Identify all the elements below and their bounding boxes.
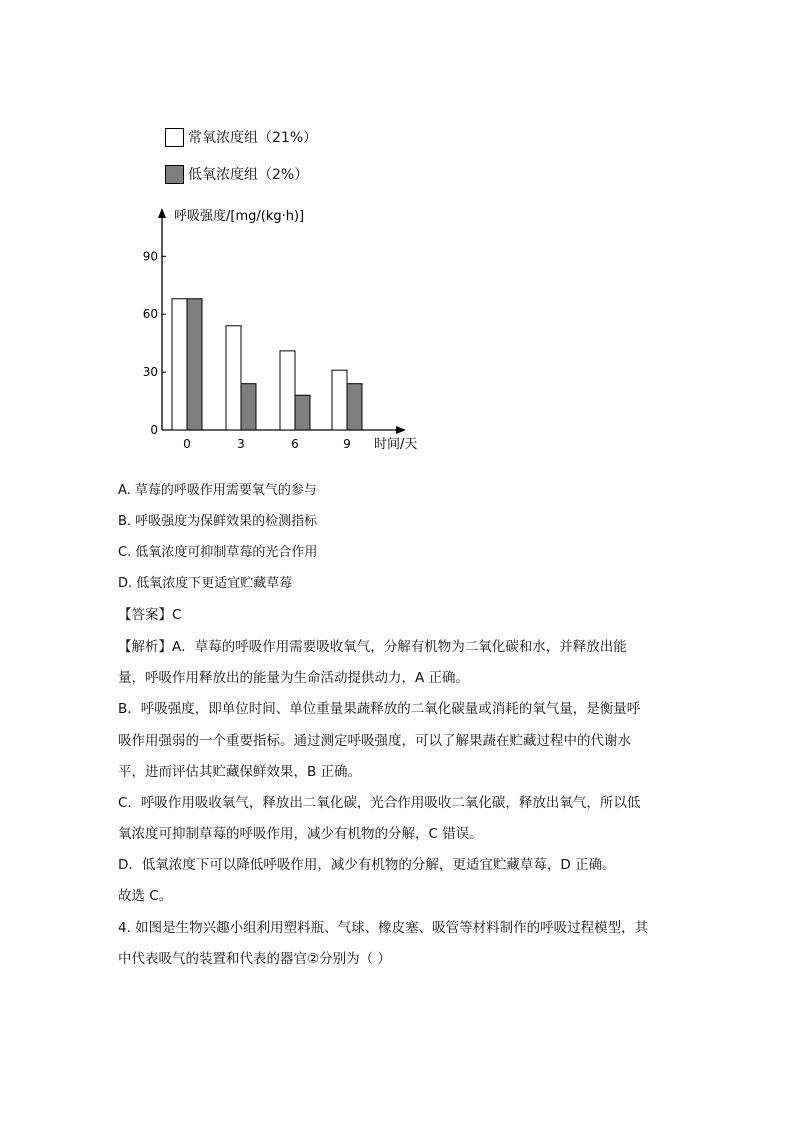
y-tick-label: 60 bbox=[142, 307, 158, 322]
analysis-line: C．呼吸作用吸收氧气，释放出二氧化碳，光合作用吸收二氧化碳，释放出氧气，所以低 bbox=[118, 795, 641, 811]
y-tick-label: 90 bbox=[142, 249, 158, 264]
analysis-line: D．低氧浓度下可以降低呼吸作用，减少有机物的分解，更适宜贮藏草莓，D 正确。 bbox=[118, 857, 616, 873]
question-4-line: 4. 如图是生物兴趣小组利用塑料瓶、气球、橡皮塞、吸管等材料制作的呼吸过程模型，其 bbox=[118, 920, 649, 936]
bar bbox=[187, 299, 202, 430]
y-tick-label: 30 bbox=[142, 365, 158, 380]
bar bbox=[332, 370, 347, 430]
analysis-line: B．呼吸强度，即单位时间、单位重量果蔬释放的二氧化碳量或消耗的氧气量，是衡量呼 bbox=[118, 701, 641, 717]
bar bbox=[241, 384, 256, 430]
x-tick-label: 3 bbox=[237, 437, 245, 451]
analysis-line: 吸作用强弱的一个重要指标。通过测定呼吸强度，可以了解果蔬在贮藏过程中的代谢水 bbox=[118, 733, 631, 749]
analysis-line: 【解析】A．草莓的呼吸作用需要吸收氧气，分解有机物为二氧化碳和水，并释放出能 bbox=[118, 639, 627, 655]
bar bbox=[295, 395, 310, 430]
bar bbox=[226, 326, 241, 430]
legend-low bbox=[165, 164, 308, 184]
analysis-line: 氧浓度可抑制草莓的呼吸作用，减少有机物的分解，C 错误。 bbox=[118, 826, 483, 842]
legend-label-normal: 常氧浓度组（21%） bbox=[188, 130, 318, 146]
legend-label-low: 低氧浓度组（2%） bbox=[188, 167, 309, 183]
x-axis-label: 时间/天 bbox=[374, 437, 418, 452]
legend-normal bbox=[165, 127, 317, 147]
y-axis-label: 呼吸强度/[mg/(kg·h)] bbox=[174, 209, 305, 224]
option-d: D. 低氧浓度下更适宜贮藏草莓 bbox=[118, 576, 293, 591]
option-c: C. 低氧浓度可抑制草莓的光合作用 bbox=[118, 545, 318, 560]
legend-swatch-low bbox=[165, 165, 184, 184]
bar bbox=[172, 299, 187, 430]
analysis-line: 量，呼吸作用释放出的能量为生命活动提供动力，A 正确。 bbox=[118, 670, 470, 686]
x-axis-arrow bbox=[396, 426, 406, 434]
y-tick-label: 0 bbox=[150, 423, 158, 437]
x-tick-label: 9 bbox=[343, 437, 351, 451]
answer: 【答案】C bbox=[118, 607, 182, 623]
option-a: A. 草莓的呼吸作用需要氧气的参与 bbox=[118, 483, 317, 498]
option-b: B. 呼吸强度为保鲜效果的检测指标 bbox=[118, 514, 318, 529]
question-4-line: 中代表吸气的装置和代表的器官②分别为（ ） bbox=[118, 951, 391, 967]
legend-swatch-normal bbox=[165, 128, 184, 147]
y-axis-arrow bbox=[158, 208, 166, 218]
respiration-bar-chart bbox=[130, 196, 450, 458]
analysis-line: 故选 C。 bbox=[118, 888, 173, 904]
bar bbox=[347, 384, 362, 430]
x-tick-label: 0 bbox=[183, 437, 191, 451]
x-tick-label: 6 bbox=[291, 437, 299, 451]
bar bbox=[280, 351, 295, 430]
analysis-line: 平，进而评估其贮藏保鲜效果，B 正确。 bbox=[118, 764, 362, 780]
